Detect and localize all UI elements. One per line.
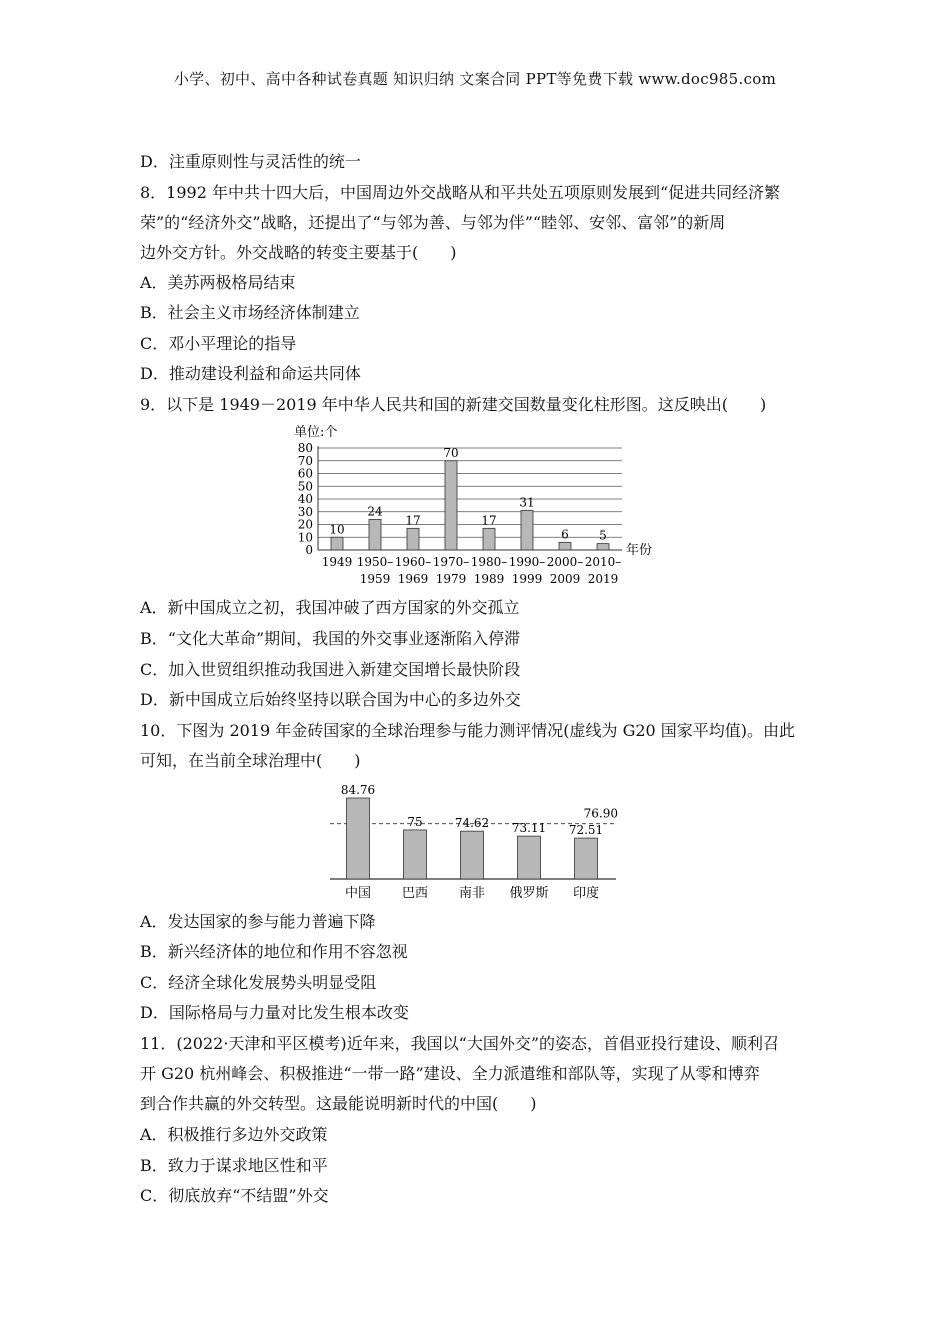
q7-option-d: D．注重原则性与灵活性的统一: [140, 152, 361, 171]
chart1-x-tick-label-line2: 1979: [435, 572, 467, 586]
q8-stem-line-2: 荣”的“经济外交”战略，还提出了“与邻为善、与邻为伴”“睦邻、安邻、富邻”的新周: [140, 213, 726, 232]
q9-option-b: B．“文化大革命”期间，我国的外交事业逐渐陷入停滞: [140, 629, 521, 648]
chart1-bar: [559, 542, 571, 550]
chart2-bar: [404, 830, 427, 879]
q9-option-a: A．新中国成立之初，我国冲破了西方国家的外交孤立: [140, 598, 520, 617]
chart1-x-tick-label-line2: 2009: [549, 572, 581, 586]
chart1-x-tick-label-line2: 1969: [397, 572, 429, 586]
chart1-x-tick-label: 1950–: [356, 555, 394, 569]
chart1-bar: [483, 528, 495, 550]
q10-stem-line-2: 可知，在当前全球治理中( ): [140, 751, 361, 770]
q11-stem-line-1: 11．(2022·天津和平区模考)近年来，我国以“大国外交”的姿态，首倡亚投行建设、顺利召: [140, 1034, 780, 1053]
chart1-data-label: 10: [329, 522, 345, 537]
q11-stem-line-2: 开 G20 杭州峰会、积极推进“一带一路”建设、全力派遣维和部队等，实现了从零和博弈: [140, 1064, 760, 1083]
chart1-bar: [445, 461, 457, 550]
chart1-data-label: 6: [561, 527, 569, 542]
chart2-reference-label: 76.90: [583, 806, 618, 821]
chart1-y-tick-label: 60: [297, 466, 313, 481]
chart1-data-label: 5: [599, 528, 607, 543]
chart1-x-tick-label: 1990–: [508, 555, 546, 569]
q8-option-d: D．推动建设利益和命运共同体: [140, 364, 361, 383]
chart1-y-tick-label: 20: [297, 517, 313, 532]
chart1-y-tick-label: 10: [297, 530, 313, 545]
chart1-x-tick-label-line2: 1989: [473, 572, 505, 586]
chart2-data-label: 74.62: [454, 816, 490, 831]
chart1-y-tick-label: 0: [305, 543, 313, 557]
chart2-bar: [461, 831, 484, 879]
chart1-data-label: 24: [367, 504, 383, 519]
chart2-data-label: 75: [407, 814, 423, 829]
chart2-bar: [347, 798, 370, 879]
chart2-data-label: 73.11: [511, 821, 547, 836]
chart1-y-tick-label: 80: [297, 441, 313, 455]
q8-option-a: A．美苏两极格局结束: [140, 273, 296, 292]
chart1-data-label: 17: [405, 513, 421, 528]
chart2-x-tick-label: 中国: [344, 886, 372, 901]
chart2-bar: [575, 838, 598, 879]
chart2-x-tick-label: 俄罗斯: [509, 886, 549, 901]
q9-bar-chart: [280, 422, 680, 592]
chart1-x-tick-label: 2010–: [584, 555, 622, 569]
q11-option-c: C．彻底放弃“不结盟”外交: [140, 1186, 329, 1205]
chart1-y-tick-label: 70: [297, 453, 313, 468]
chart1-x-tick-label: 1980–: [470, 555, 508, 569]
chart1-unit-label: 单位:个: [294, 425, 338, 440]
chart1-data-label: 70: [443, 445, 459, 460]
q8-option-c: C．邓小平理论的指导: [140, 334, 297, 353]
chart1-y-tick-label: 30: [297, 504, 313, 519]
chart1-bar: [407, 528, 419, 550]
chart1-x-tick-label-line2: 1999: [511, 572, 543, 586]
chart1-y-tick-label: 40: [297, 492, 313, 506]
q10-option-d: D．国际格局与力量对比发生根本改变: [140, 1003, 409, 1022]
q8-option-b: B．社会主义市场经济体制建立: [140, 303, 360, 322]
chart1-data-label: 17: [481, 513, 497, 528]
chart1-data-label: 31: [519, 495, 535, 510]
q11-option-b: B．致力于谋求地区性和平: [140, 1156, 328, 1175]
q10-bar-chart: [320, 778, 640, 904]
chart1-y-tick-label: 50: [297, 479, 313, 494]
q10-option-a: A．发达国家的参与能力普遍下降: [140, 912, 376, 931]
chart1-x-tick-label: 1949: [321, 555, 353, 569]
chart2-x-tick-label: 巴西: [401, 886, 429, 901]
q9-stem: 9．以下是 1949－2019 年中华人民共和国的新建交国数量变化柱形图。这反映出( ): [140, 395, 767, 414]
chart1-bar: [521, 510, 533, 550]
q8-stem-line-1: 8．1992 年中共十四大后，中国周边外交战略从和平共处五项原则发展到“促进共同经济繁: [140, 183, 781, 202]
chart2-data-label: 84.76: [340, 783, 376, 797]
chart2-x-tick-label: 南非: [458, 886, 486, 901]
chart2-bar: [518, 836, 541, 879]
q11-stem-line-3: 到合作共赢的外交转型。这最能说明新时代的中国( ): [140, 1094, 537, 1113]
chart2-x-tick-label: 印度: [572, 886, 600, 901]
q9-option-c: C．加入世贸组织推动我国进入新建交国增长最快阶段: [140, 660, 521, 679]
chart1-bar: [597, 544, 609, 550]
chart1-x-tick-label: 2000–: [546, 555, 584, 569]
chart2-data-label: 72.51: [568, 823, 604, 838]
q11-option-a: A．积极推行多边外交政策: [140, 1125, 328, 1144]
chart1-x-axis-label: 年份: [626, 543, 653, 558]
q8-stem-line-3: 边外交方针。外交战略的转变主要基于( ): [140, 243, 457, 262]
chart1-x-tick-label: 1970–: [432, 555, 470, 569]
chart1-bar: [369, 519, 381, 550]
q10-option-b: B．新兴经济体的地位和作用不容忽视: [140, 942, 408, 961]
page-header: 小学、初中、高中各种试卷真题 知识归纳 文案合同 PPT等免费下载 www.doc985.com: [173, 70, 777, 88]
chart1-x-tick-label-line2: 1959: [359, 572, 391, 586]
q9-option-d: D．新中国成立后始终坚持以联合国为中心的多边外交: [140, 690, 521, 709]
q10-option-c: C．经济全球化发展势头明显受阻: [140, 973, 377, 992]
chart1-x-tick-label-line2: 2019: [587, 572, 619, 586]
q10-stem-line-1: 10．下图为 2019 年金砖国家的全球治理参与能力测评情况(虚线为 G20 国家平均值)。由此: [140, 721, 796, 740]
chart1-x-tick-label: 1960–: [394, 555, 432, 569]
chart1-bar: [331, 537, 343, 550]
